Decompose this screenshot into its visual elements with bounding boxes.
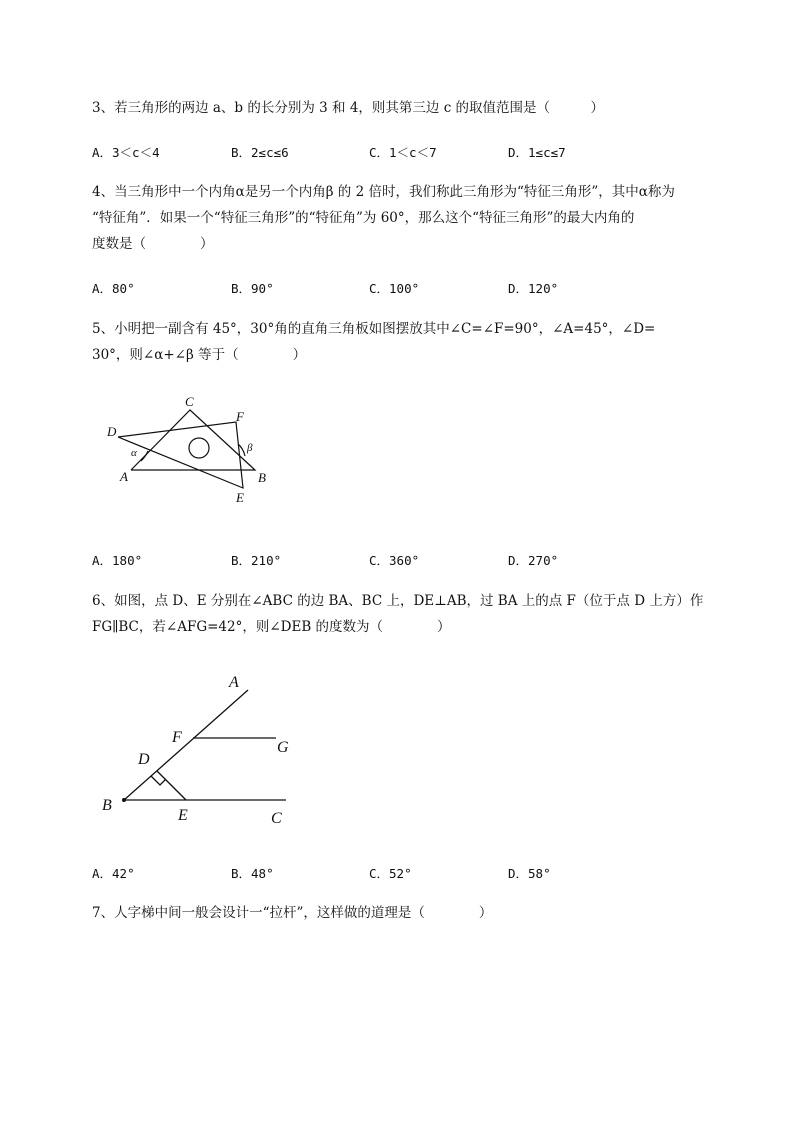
q4-stem-line1: 4、当三角形中一个内角α是另一个内角β 的 2 倍时，我们称此三角形为“特征三角形”，其中α称为	[92, 184, 675, 200]
label-e: E	[178, 807, 188, 824]
label-a: A	[120, 469, 128, 484]
q4-option-c: C．100°	[369, 281, 420, 296]
q5-stem-line1: 5、小明把一副含有 45°，30°角的直角三角板如图摆放其中∠C=∠F=90°，∠A=45°，∠D=	[92, 321, 656, 337]
q6-option-d: D．58°	[508, 866, 551, 881]
ray-ba	[124, 690, 248, 800]
label-g: G	[277, 739, 289, 756]
segment-de	[157, 771, 186, 800]
q4-option-a: A．80°	[92, 281, 135, 296]
label-alpha: α	[131, 447, 137, 459]
q4-option-d: D．120°	[508, 281, 559, 296]
q6-option-c: C．52°	[369, 866, 412, 881]
point-b-dot	[122, 798, 126, 802]
label-b: B	[258, 470, 266, 485]
q6-stem-line2: FG∥BC，若∠AFG=42°，则∠DEB 的度数为（ ）	[92, 619, 451, 635]
q3-option-a: A．3＜c＜4	[92, 145, 160, 160]
q4-stem-line2: “特征角”．如果一个“特征三角形”的“特征角”为 60°，那么这个“特征三角形”的最大内角的	[92, 210, 635, 226]
q3-option-d: D．1≤c≤7	[508, 145, 566, 160]
q4-stem-line3: 度数是（ ）	[92, 236, 214, 252]
label-b: B	[102, 797, 112, 814]
q6-stem-line1: 6、如图，点 D、E 分别在∠ABC 的边 BA、BC 上，DE⊥AB，过 BA 上的点 F（位于点 D 上方）作	[92, 593, 704, 609]
q7-stem: 7、人字梯中间一般会设计一“拉杆”，这样做的道理是（ ）	[92, 905, 493, 921]
q3-stem: 3、若三角形的两边 a、b 的长分别为 3 和 4，则其第三边 c 的取值范围是（ ）	[92, 100, 605, 116]
q5-option-b: B．210°	[231, 553, 282, 568]
label-d: D	[138, 751, 150, 768]
q5-stem-line2: 30°，则∠α+∠β 等于（ ）	[92, 347, 307, 363]
label-d: D	[107, 424, 117, 439]
q5-option-d: D．270°	[508, 553, 559, 568]
label-beta: β	[247, 442, 253, 454]
label-e: E	[236, 490, 244, 505]
q6-option-b: B．48°	[231, 866, 274, 881]
q3-option-c: C．1＜c＜7	[369, 145, 437, 160]
label-c: C	[271, 810, 282, 827]
q5-option-c: C．360°	[369, 553, 420, 568]
q5-option-a: A．180°	[92, 553, 143, 568]
q3-option-b: B．2≤c≤6	[231, 145, 289, 160]
label-a: A	[229, 674, 239, 691]
q6-option-a: A．42°	[92, 866, 135, 881]
q4-option-b: B．90°	[231, 281, 274, 296]
label-f: F	[236, 409, 244, 424]
label-c: C	[185, 394, 194, 409]
label-f: F	[172, 729, 182, 746]
